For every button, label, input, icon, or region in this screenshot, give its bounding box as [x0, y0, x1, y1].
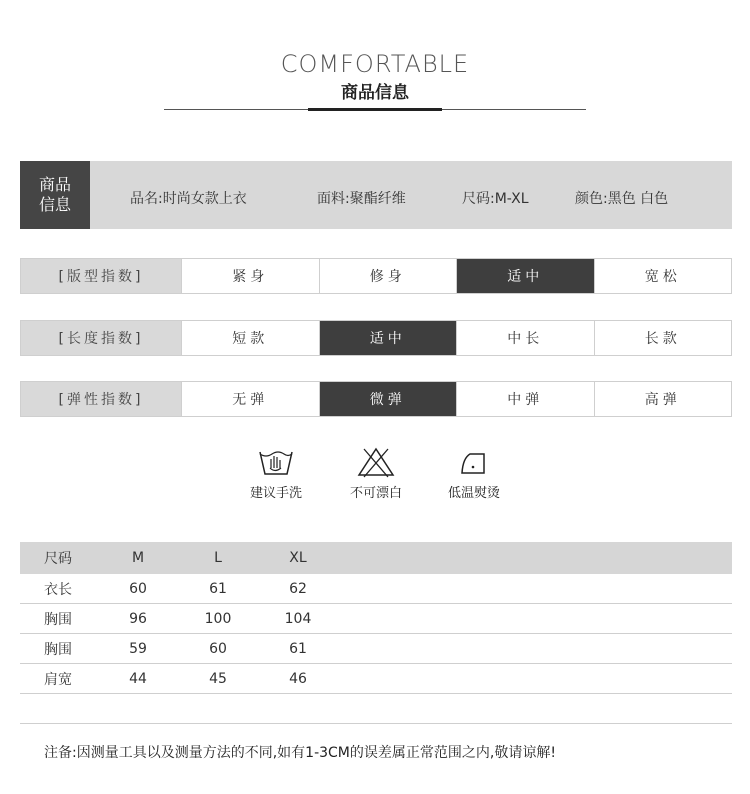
product-info-tag: [20, 161, 90, 229]
row-label: 胸围: [44, 641, 72, 658]
cell-m: 96: [129, 610, 147, 627]
header-m: M: [131, 550, 145, 566]
table-row: [20, 574, 732, 604]
length-option-short: 短款: [181, 321, 319, 355]
length-option-long: 长款: [594, 321, 732, 355]
cell-l: 60: [209, 640, 227, 657]
fit-index-row: [20, 258, 732, 294]
measurement-note: 注备:因测量工具以及测量方法的不同,如有1-3CM的误差属正常范围之内,敬请谅解!: [44, 745, 556, 761]
care-low-iron: [434, 446, 514, 501]
section-title-en: COMFORTABLE: [280, 50, 470, 78]
cell-m: 44: [129, 670, 147, 687]
elasticity-option-high: 高弹: [594, 382, 732, 416]
cell-m: 59: [129, 640, 147, 657]
elasticity-index-label: [弹性指数]: [21, 382, 181, 416]
elasticity-index-row: [20, 381, 732, 417]
care-low-iron-label: 低温熨烫: [447, 486, 500, 501]
table-row: [20, 604, 732, 634]
product-name: 品名:时尚女款上衣: [130, 191, 247, 207]
fit-option-loose: 宽松: [594, 259, 732, 293]
cell-l: 61: [209, 580, 227, 597]
row-label: 肩宽: [44, 671, 72, 688]
fit-index-label: [版型指数]: [21, 259, 181, 293]
size-table: [20, 542, 732, 694]
fit-option-regular: 适中: [456, 259, 594, 293]
section-title: 商品信息: [341, 83, 409, 103]
hand-wash-icon: [256, 446, 296, 478]
length-option-regular: 适中: [319, 321, 457, 355]
info-tag-line-2: 信息: [38, 195, 71, 214]
length-index-label: [长度指数]: [21, 321, 181, 355]
elasticity-option-medium: 中弹: [456, 382, 594, 416]
elasticity-option-slight: 微弹: [319, 382, 457, 416]
header-l: L: [214, 550, 222, 566]
table-row: [20, 634, 732, 664]
product-fabric: 面料:聚酯纤维: [317, 191, 406, 207]
cell-xl: 104: [284, 610, 312, 627]
care-no-bleach: [336, 446, 416, 501]
fit-option-slim: 修身: [319, 259, 457, 293]
no-bleach-icon: [356, 446, 396, 478]
product-colors: 颜色:黑色 白色: [575, 191, 669, 207]
product-size-range: 尺码:M-XL: [462, 191, 529, 207]
info-tag-line-1: 商品: [38, 175, 71, 194]
fit-option-tight: 紧身: [181, 259, 319, 293]
title-underline: [308, 108, 442, 111]
elasticity-option-none: 无弹: [181, 382, 319, 416]
cell-xl: 61: [289, 640, 307, 657]
size-table-header: [20, 542, 732, 574]
cell-l: 45: [209, 670, 227, 687]
care-hand-wash: [236, 446, 316, 501]
care-hand-wash-label: 建议手洗: [249, 486, 302, 501]
length-index-row: [20, 320, 732, 356]
care-no-bleach-label: 不可漂白: [349, 486, 402, 501]
header-xl: XL: [289, 550, 307, 566]
low-iron-icon: [454, 446, 494, 478]
footer-divider: [20, 723, 732, 724]
cell-xl: 46: [289, 670, 307, 687]
length-option-mid: 中长: [456, 321, 594, 355]
row-label: 胸围: [44, 611, 72, 628]
cell-m: 60: [129, 580, 147, 597]
header-size: 尺码: [44, 551, 72, 567]
cell-l: 100: [204, 610, 232, 627]
row-label: 衣长: [44, 581, 72, 598]
cell-xl: 62: [289, 580, 307, 597]
table-row: [20, 664, 732, 694]
